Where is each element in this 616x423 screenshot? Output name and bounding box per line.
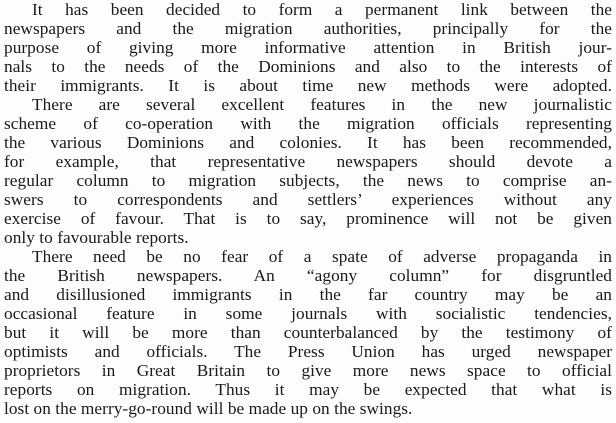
text-line: the British newspapers. An “agony column” for disgruntled [4, 266, 612, 285]
text-line: regular column to migration subjects, the news to comprise an- [4, 171, 612, 190]
text-line: newspapers and the migration authorities, principally for the [4, 19, 612, 38]
text-line: scheme of co-operation with the migration officials representing [4, 114, 612, 133]
text-line: their immigrants. It is about time new methods were adopted. [4, 76, 612, 95]
text-line: There are several excellent features in the new journalistic [32, 95, 612, 114]
text-line: There need be no fear of a spate of adverse propaganda in [32, 247, 612, 266]
text-line: purpose of giving more informative attention in British jour- [4, 38, 612, 57]
text-line: the various Dominions and colonies. It has been recommended, [4, 133, 612, 152]
text-line: lost on the merry-go-round will be made up on the swings. [4, 399, 413, 418]
text-line: but it will be more than counterbalanced by the testimony of [4, 323, 612, 342]
text-line: optimists and officials. The Press Union has urged newspaper [4, 342, 612, 361]
text-line: only to favourable reports. [4, 228, 189, 247]
text-line: swers to correspondents and settlers’ experiences without any [4, 190, 612, 209]
text-line: reports on migration. Thus it may be expected that what is [4, 380, 612, 399]
text-line: nals to the needs of the Dominions and also to the interests of [4, 57, 612, 76]
text-line: proprietors in Great Britain to give more news space to official [4, 361, 612, 380]
text-line: and disillusioned immigrants in the far country may be an [4, 285, 612, 304]
text-line: for example, that representative newspapers should devote a [4, 152, 612, 171]
text-line: It has been decided to form a permanent link between the [32, 0, 612, 19]
text-line: occasional feature in some journals with socialistic tendencies, [4, 304, 612, 323]
text-line: exercise of favour. That is to say, prominence will not be given [4, 209, 612, 228]
